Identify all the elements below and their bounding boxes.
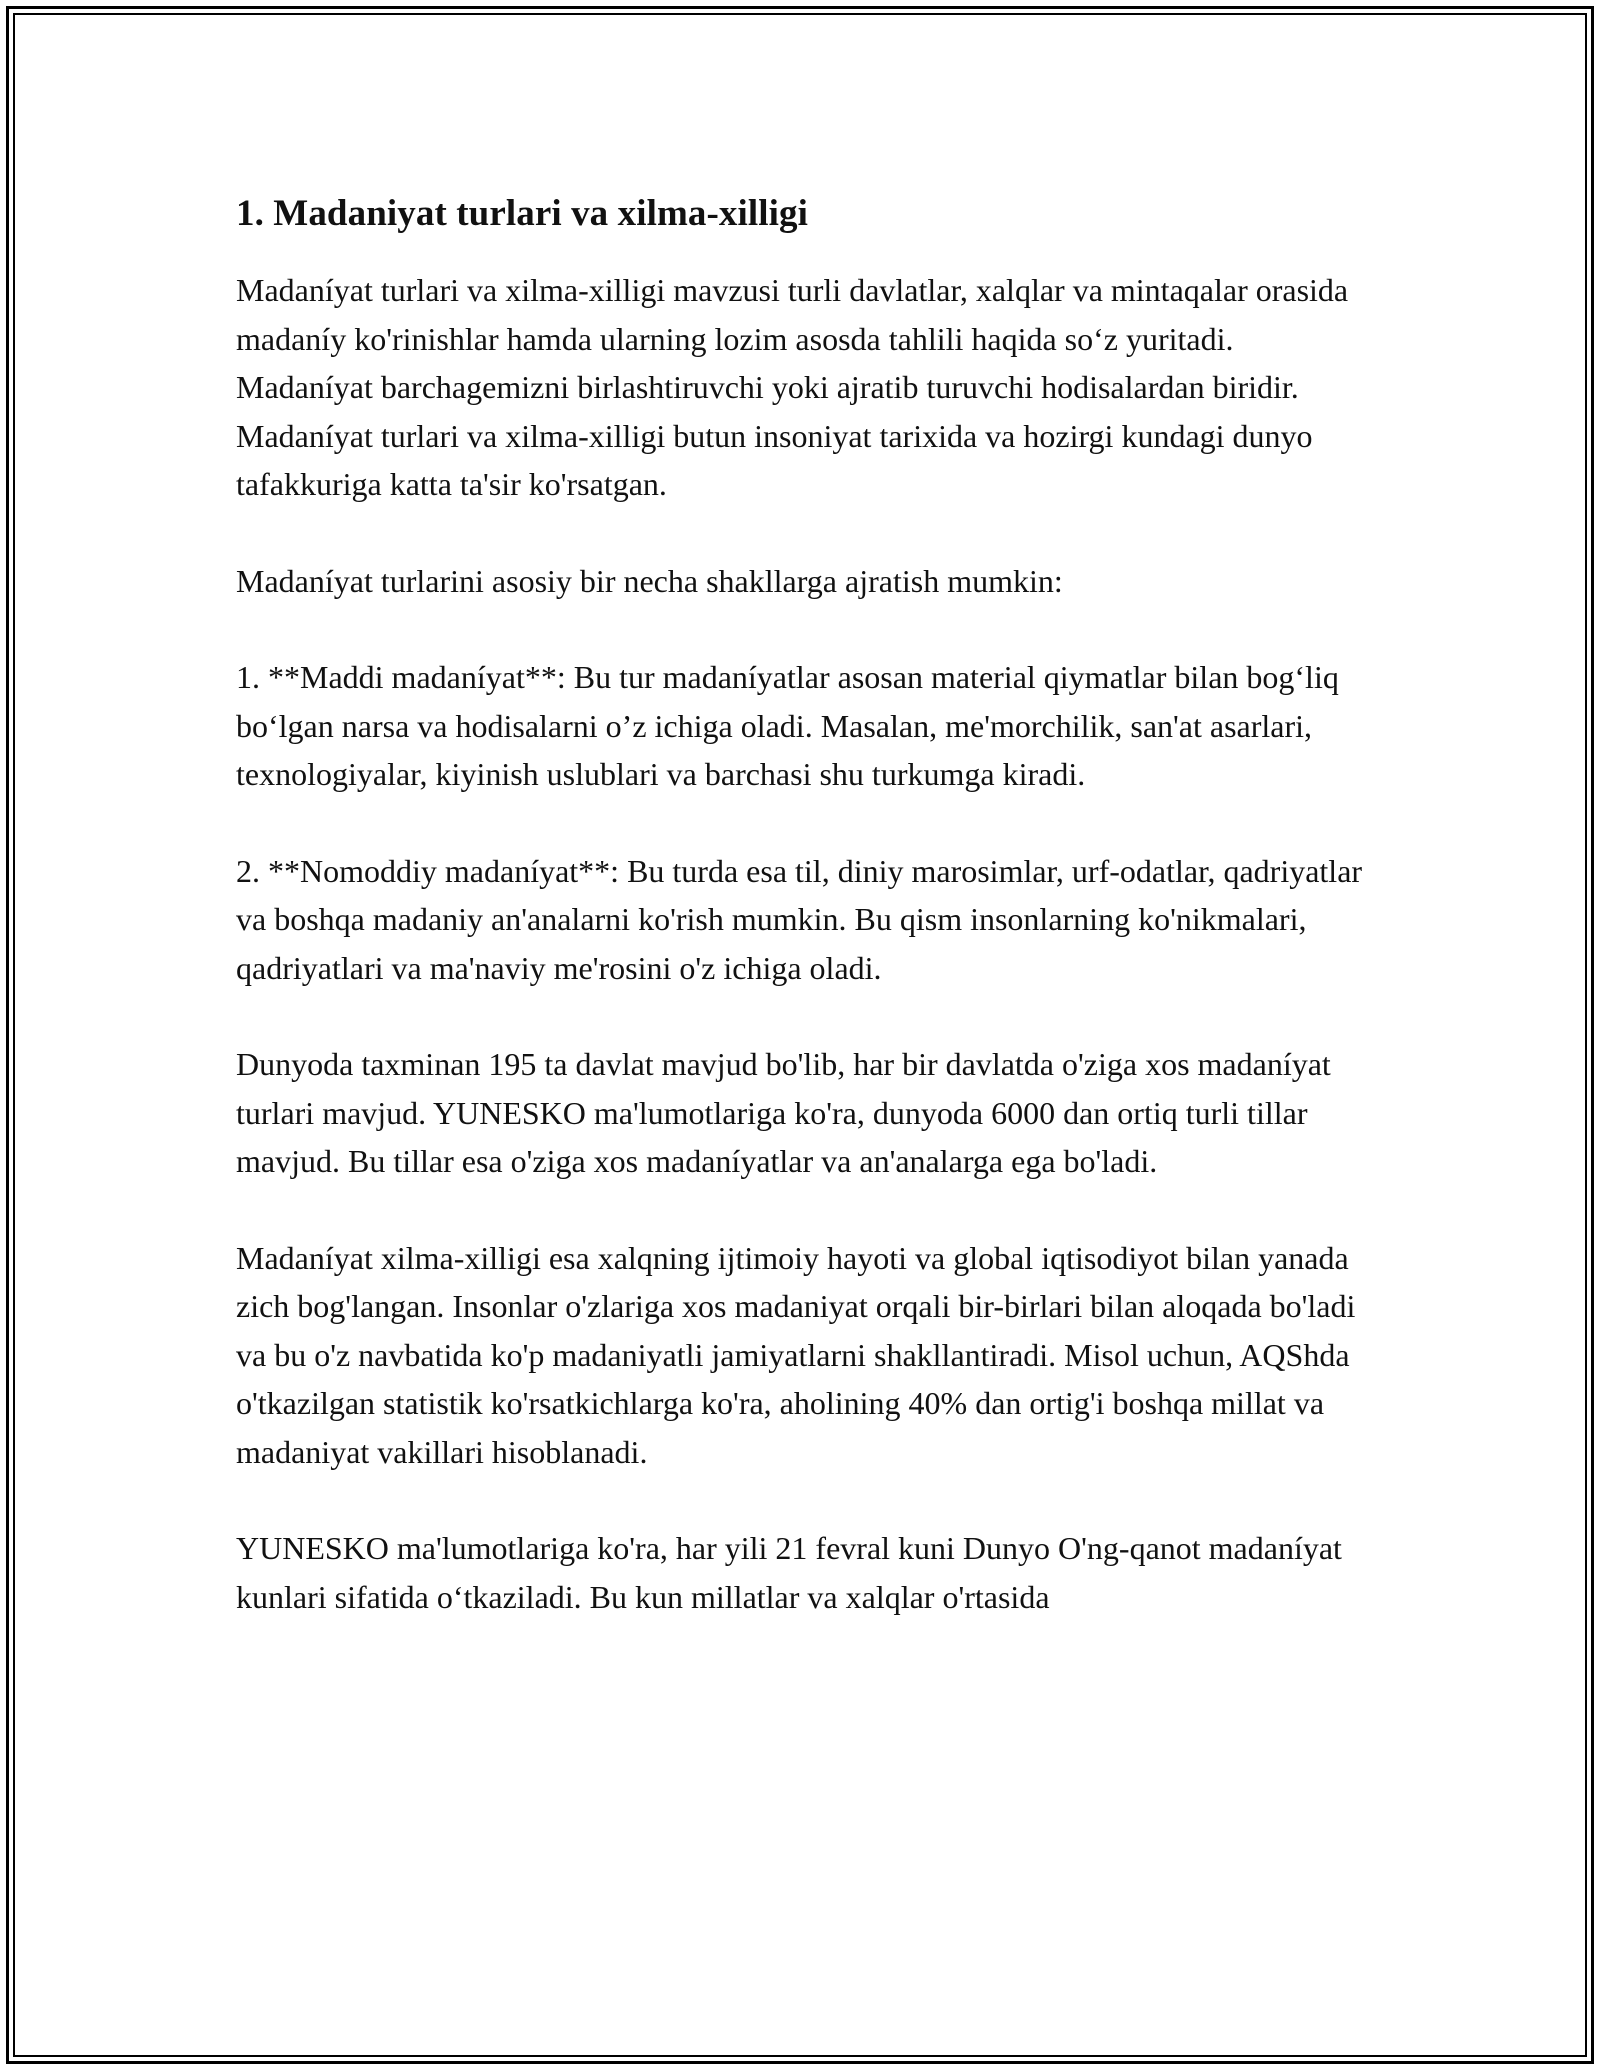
paragraph-unesco-day: YUNESKO ma'lumotlariga ko'ra, har yili 21 fevral kuni Dunyo O'ng-qanot madaníyat kunlari sifatida o‘tkaziladi. Bu kun millatlar va xalqlar o'rtasida — [236, 1530, 1342, 1615]
section-heading: 1. Madaniyat turlari va xilma-xilligi — [236, 193, 809, 234]
document-body — [236, 188, 1376, 1621]
paragraph-countries-languages: Dunyoda taxminan 195 ta davlat mavjud bo'lib, har bir davlatda o'ziga xos madaníyat turlari mavjud. YUNESKO ma'lumotlariga ko'ra, dunyoda 6000 dan ortiq turli tillar mavjud. Bu tillar esa o'ziga xos madaníyatlar va an'analarga ega bo'ladi. — [236, 1046, 1331, 1179]
paragraph-types-lead: Madaníyat turlarini asosiy bir necha shakllarga ajratish mumkin: — [236, 562, 1063, 599]
paragraph-intro: Madaníyat turlari va xilma-xilligi mavzusi turli davlatlar, xalqlar va mintaqalar orasida madaníy ko'rinishlar hamda ularning lozim asosda tahlili haqida so‘z yuritadi. Madaníyat barchagemizni birlashtiruvchi yoki ajratib turuvchi hodisalardan biridir. Madaníyat turlari va xilma-xilligi butun insoniyat tarixida va hozirgi kundagi dunyo tafakkuriga katta ta'sir ko'rsatgan. — [236, 272, 1349, 502]
paragraph-cultural-diversity: Madaníyat xilma-xilligi esa xalqning ijtimoiy hayoti va global iqtisodiyot bilan yanada zich bog'langan. Insonlar o'zlariga xos madaniyat orqali bir-birlari bilan aloqada bo'ladi va bu o'z navbatida ko'p madaniyatli jamiyatlarni shakllantiradi. Misol uchun, AQShda o'tkazilgan statistik ko'rsatkichlarga ko'ra, aholining 40% dan ortig'i boshqa millat va madaniyat vakillari hisoblanadi. — [236, 1239, 1356, 1470]
list-item-nonmaterial-culture: 2. **Nomoddiy madaníyat**: Bu turda esa til, diniy marosimlar, urf-odatlar, qadriyatlar va boshqa madaniy an'analarni ko'rish mumkin. Bu qism insonlarning ko'nikmalari, qadriyatlari va ma'naviy me'rosini o'z ichiga oladi. — [236, 852, 1363, 986]
list-item-material-culture: 1. **Maddi madaníyat**: Bu tur madaníyatlar asosan material qiymatlar bilan bog‘liq bo‘lgan narsa va hodisalarni o’z ichiga oladi. Masalan, me'morchilik, san'at asarlari, texnologiyalar, kiyinish uslublari va barchasi shu turkumga kiradi. — [236, 659, 1339, 792]
